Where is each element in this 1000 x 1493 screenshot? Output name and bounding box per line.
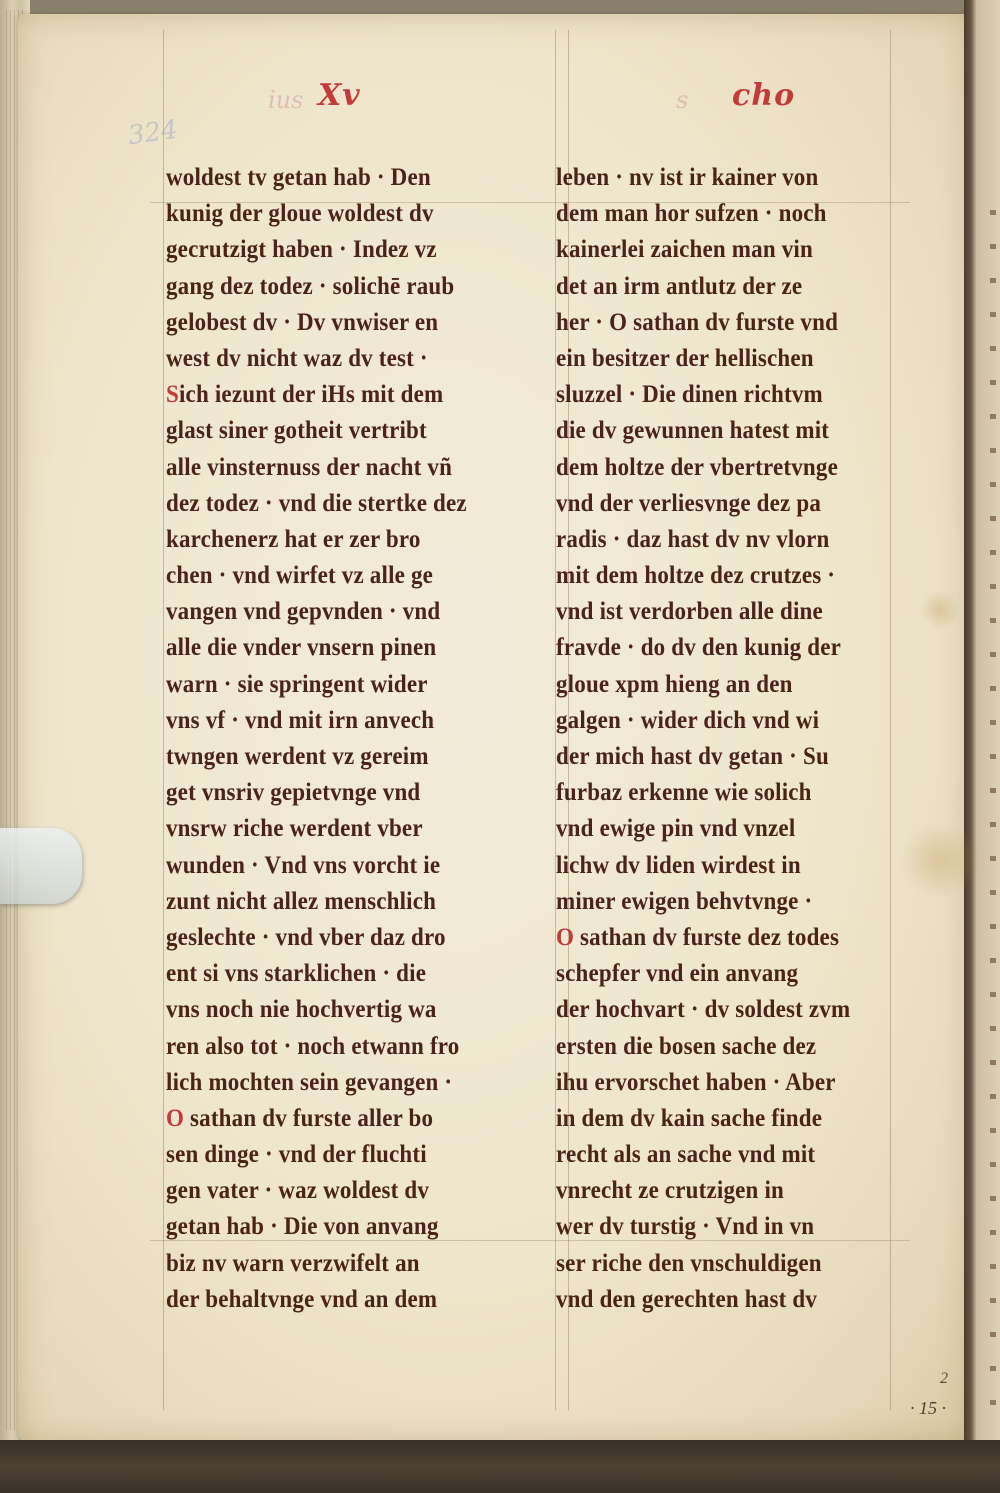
- text-line: chen · vnd wirfet vz alle ge: [166, 562, 434, 590]
- text-column-right: [556, 160, 956, 1318]
- text-line: gen vater · waz woldest dv: [166, 1177, 430, 1205]
- text-line: dem holtze der vbertretvnge: [556, 453, 838, 481]
- text-column-left: [166, 160, 566, 1318]
- running-head-offset-right: s: [676, 86, 689, 114]
- text-line: vnd ist verdorben alle dine: [556, 598, 823, 626]
- text-line: alle die vnder vnsern pinen: [166, 634, 437, 662]
- text-line: Sich iezunt der iHs mit dem: [166, 381, 444, 409]
- text-line: O sathan dv furste aller bo: [166, 1104, 434, 1132]
- text-line: schepfer vnd ein anvang: [556, 960, 799, 988]
- text-line: vnd den gerechten hast dv: [556, 1285, 818, 1313]
- text-line: mit dem holtze dez crutzes ·: [556, 562, 836, 590]
- text-line: sen dinge · vnd der fluchti: [166, 1141, 427, 1169]
- running-head-offset-left: ius: [268, 86, 304, 114]
- text-line: det an irm antlutz der ze: [556, 272, 803, 300]
- text-line: sluzzel · Die dinen richtvm: [556, 381, 823, 409]
- text-line: west dv nicht waz dv test ·: [166, 344, 428, 372]
- running-head-right: cho: [732, 78, 796, 113]
- folio-number-ghost: 324: [126, 114, 180, 152]
- text-line: warn · sie springent wider: [166, 670, 428, 698]
- text-line: twngen werdent vz gereim: [166, 743, 429, 770]
- ruling-left-outer: [163, 30, 164, 1410]
- text-line: biz nv warn verzwifelt an: [166, 1249, 420, 1277]
- text-line: in dem dv kain sache finde: [556, 1104, 823, 1132]
- text-line: dez todez · vnd die stertke dez: [166, 489, 467, 517]
- text-line: vns noch nie hochvertig wa: [166, 996, 437, 1024]
- text-line: ein besitzer der hellischen: [556, 344, 814, 372]
- text-line: der behaltvnge vnd an dem: [166, 1285, 438, 1313]
- text-line: dem man hor sufzen · noch: [556, 200, 827, 228]
- text-line: recht als an sache vnd mit: [556, 1141, 816, 1169]
- text-line: lich mochten sein gevangen ·: [166, 1068, 453, 1096]
- text-line: vns vf · vnd mit irn anvech: [166, 706, 435, 734]
- text-line: der mich hast dv getan · Su: [556, 743, 829, 770]
- facing-leaf-edge: [964, 0, 1000, 1493]
- text-line: gecrutzigt haben · Indez vz: [166, 236, 437, 264]
- text-line: der hochvart · dv soldest zvm: [556, 996, 851, 1024]
- text-line: glast siner gotheit vertribt: [166, 417, 427, 445]
- binding-shadow: [0, 1440, 1000, 1493]
- text-line: wer dv turstig · Vnd in vn: [556, 1213, 815, 1241]
- text-line: getan hab · Die von anvang: [166, 1213, 439, 1241]
- text-line: get vnsriv gepietvnge vnd: [166, 779, 421, 807]
- text-line: vnd der verliesvnge dez pa: [556, 489, 822, 517]
- text-line: miner ewigen behvtvnge ·: [556, 887, 813, 915]
- signature-mark: 2: [940, 1370, 948, 1387]
- text-line: gloue xpm hieng an den: [556, 670, 793, 698]
- text-line: ser riche den vnschuldigen: [556, 1249, 822, 1277]
- text-line: radis · daz hast dv nv vlorn: [556, 525, 830, 553]
- text-line: ersten die bosen sache dez: [556, 1032, 817, 1060]
- text-line: vangen vnd gepvnden · vnd: [166, 598, 441, 626]
- text-line: alle vinsternuss der nacht vñ: [166, 453, 453, 481]
- text-line: kunig der gloue woldest dv: [166, 200, 434, 228]
- text-line: her · O sathan dv furste vnd: [556, 308, 839, 336]
- text-line: karchenerz hat er zer bro: [166, 525, 421, 553]
- text-line: zunt nicht allez menschlich: [166, 887, 437, 915]
- text-line: O sathan dv furste dez todes: [556, 923, 840, 951]
- text-line: woldest tv getan hab · Den: [166, 164, 431, 191]
- text-line: leben · nv ist ir kainer von: [556, 164, 819, 191]
- text-line: vnsrw riche werdent vber: [166, 815, 423, 843]
- text-line: galgen · wider dich vnd wi: [556, 706, 820, 734]
- text-line: fravde · do dv den kunig der: [556, 634, 842, 662]
- text-line: geslechte · vnd vber daz dro: [166, 923, 446, 951]
- text-line: gang dez todez · solichē raub: [166, 272, 455, 300]
- plastic-page-clip: [0, 828, 82, 904]
- text-line: kainerlei zaichen man vin: [556, 236, 813, 264]
- gathering-mark: · 15 ·: [910, 1398, 946, 1418]
- text-line: furbaz erkenne wie solich: [556, 779, 812, 807]
- text-line: wunden · Vnd vns vorcht ie: [166, 851, 441, 879]
- text-line: ihu ervorschet haben · Aber: [556, 1068, 836, 1096]
- text-line: vnd ewige pin vnd vnzel: [556, 815, 796, 843]
- text-line: die dv gewunnen hatest mit: [556, 417, 830, 445]
- text-line: vnrecht ze crutzigen in: [556, 1177, 785, 1205]
- running-head-left: Xv: [318, 78, 361, 113]
- text-line: ren also tot · noch etwann fro: [166, 1032, 460, 1060]
- text-line: gelobest dv · Dv vnwiser en: [166, 308, 439, 336]
- text-line: ent si vns starklichen · die: [166, 960, 427, 988]
- text-line: lichw dv liden wirdest in: [556, 851, 801, 879]
